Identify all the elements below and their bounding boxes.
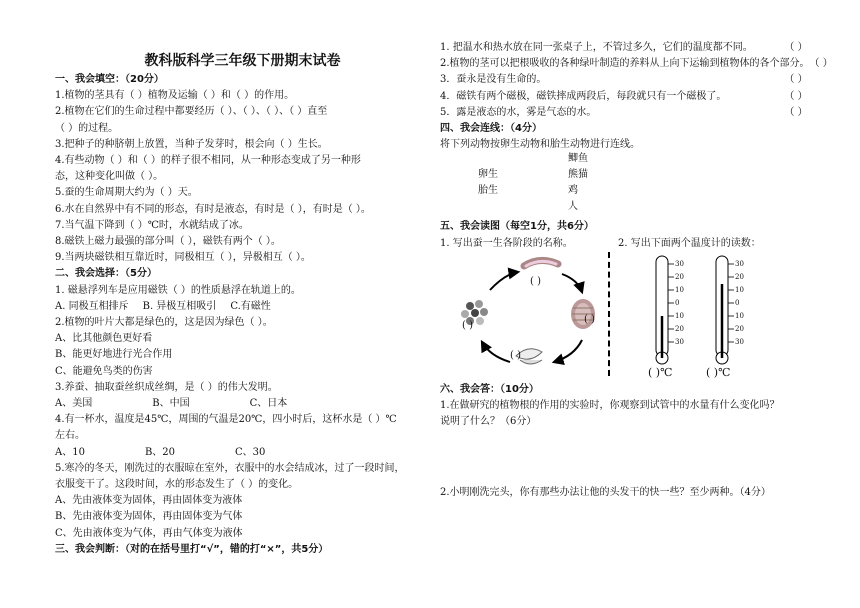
s1-line: 态，这种变化叫做（ ）。 [55, 171, 164, 183]
thermometer-scale [675, 258, 684, 349]
tick-label: 30 [675, 337, 684, 346]
option: A、比其他颜色更好看 [55, 333, 153, 345]
figure-divider [608, 252, 610, 376]
left-column [55, 0, 430, 558]
judge-question: 4．磁铁有两个磁极，磁铁摔成两段后，每段就只有一个磁极了。 [440, 90, 727, 102]
option: C、能避免鸟类的伤害 [55, 365, 153, 377]
degree-unit: ℃ [660, 365, 673, 379]
thermometer-right [714, 254, 754, 366]
section6-heading: 六、我会答：（10分） [440, 383, 539, 395]
thermometer-left [654, 254, 694, 366]
page-title: 教科版科学三年级下册期末试卷 [144, 53, 341, 69]
s6-question: 1.在做研究的植物根的作用的实验时，你观察到试管中的水量有什么变化吗？ [440, 400, 780, 412]
s1-line: 6.水在自然界中有不同的形态，有时是液态，有时是（ ），有时是（ ）。 [55, 203, 371, 215]
tick-label: 20 [675, 272, 684, 281]
section4-heading: 四、我会连线：（4分） [440, 123, 542, 135]
option: A、美国 [55, 398, 93, 410]
tick-label: 10 [735, 311, 744, 320]
tick-label: 20 [735, 324, 744, 333]
section2-heading: 二、我会选择：（5分） [55, 268, 157, 280]
s6-question: 2.小明刚洗完头，你有那些办法让他的头发干的快一些？至少两种。（4分） [440, 487, 771, 499]
s1-line: 8.磁铁上磁力最强的部分叫（ ），磁铁有两个（ ）。 [55, 236, 281, 248]
option: B、先由液体变为固体，再由固体变为气体 [55, 511, 243, 523]
therm-blank: ( ) [706, 365, 719, 379]
judge-blank: （ ） [784, 74, 808, 86]
tick-label: 30 [735, 259, 744, 268]
tick-label: 20 [735, 272, 744, 281]
tick-label: 0 [735, 298, 740, 307]
tick-label: 10 [675, 311, 684, 320]
option: C、30 [235, 446, 266, 458]
judge-item [440, 56, 833, 72]
cycle-arrow [554, 340, 582, 362]
judge-question: 1. 把温水和热水放在同一张桌子上，不管过多久，它们的温度都不同。 [440, 42, 753, 53]
judge-question: 2.植物的茎可以把根吸收的各种绿叶制造的养料从上向下运输到植物体的各个部分。 [440, 58, 810, 70]
s2-question-cont: 左右。 [55, 430, 85, 442]
s2-question: 3.养蚕、抽取蚕丝织成丝绸，是（ ）的伟大发明。 [55, 381, 278, 393]
figure-area [440, 252, 820, 382]
degree-unit: ℃ [718, 365, 731, 379]
judge-item [440, 72, 820, 88]
tick-label: 10 [675, 285, 684, 294]
option: C、先由液体变为气体，再由气体变为液体 [55, 527, 243, 539]
judge-blank: （ ） [784, 106, 808, 118]
s5-question: 1. 写出蚕一生各阶段的名称。 [440, 237, 573, 249]
s1-line: （ ）的过程。 [55, 122, 119, 134]
s6-question-cont: 说明了什么？（6分） [440, 416, 537, 428]
judge-blank: （ ） [784, 90, 808, 102]
s1-line: 7.当气温下降到（ ）℃时，水就结成了冰。 [55, 219, 249, 231]
cycle-arrow [482, 342, 510, 362]
s2-question: 5.寒冷的冬天，刚洗过的衣服晾在室外，衣服中的水会结成冰，过了一段时间， [55, 462, 405, 474]
s1-line: 1.植物的茎具有（ ）植物及运输（ ）和（ ）的作用。 [55, 90, 295, 102]
s1-line: 2.植物在它们的生命过程中都要经历（ ）、（ ）、（ ）、（ ）直至 [55, 106, 328, 118]
option: C、日本 [249, 398, 288, 410]
section1-heading: 一、我会填空：（20分） [55, 74, 164, 85]
judge-blank: （ ） [809, 58, 833, 70]
judge-item [440, 105, 820, 121]
judge-item [440, 89, 820, 105]
s2-options [55, 299, 430, 315]
s1-line: 5.蚕的生命周期大约为（ ）天。 [55, 187, 198, 199]
stage-blank-moth: ( ) [510, 349, 521, 361]
therm-answer-right [706, 365, 730, 381]
tick-label: 30 [675, 259, 684, 268]
stage-blank-eggs: ( ) [462, 319, 473, 331]
option: A、10 [55, 446, 85, 458]
s2-question: 2.植物的叶片大都是绿色的，这是因为绿色（ ）。 [55, 317, 273, 329]
s2-question-cont: 衣服变干了。这段时间，水的形态发生了（ ）的变化。 [55, 479, 299, 491]
match-left-item: 胎生 [478, 185, 498, 197]
option: A、先由液体变为固体，再由固体变为液体 [55, 495, 243, 507]
right-column [440, 40, 833, 502]
judge-blank: （ ） [784, 42, 808, 53]
option: A. 同极互相排斥 [55, 300, 129, 312]
cycle-arrow [490, 272, 518, 290]
stage-blank-cocoon: ( ) [584, 313, 595, 325]
thermometer-scale [735, 258, 744, 349]
s5-question: 2. 写出下面两个温度计的读数： [618, 237, 761, 249]
tick-label: 0 [675, 298, 680, 307]
answer-space [440, 430, 820, 485]
tick-label: 20 [675, 324, 684, 333]
stage-blank-larva: ( ) [530, 275, 541, 287]
s4-instruction: 将下列动物按卵生动物和胎生动物进行连线。 [440, 139, 640, 151]
judge-item [440, 40, 820, 56]
s1-line: 4.有些动物（ ）和（ ）的样子很不相同，从一种形态变成了另一种形 [55, 155, 361, 167]
s2-question: 4.有一杯水，温度是45℃，周围的气温是20℃，四小时后，这杯水是（ ）℃ [55, 414, 397, 426]
larva-icon [524, 260, 558, 266]
s5-questions [440, 236, 820, 252]
match-right-item: 鸡 [568, 185, 578, 197]
matching-area [440, 153, 820, 219]
match-right-item: 熊猫 [568, 169, 588, 181]
therm-answer-left [648, 365, 672, 381]
option: B、能更好地进行光合作用 [55, 349, 173, 361]
judge-question: 3．蚕永是没有生命的。 [440, 74, 547, 86]
tick-label: 30 [735, 337, 744, 346]
option: B、中国 [152, 398, 190, 410]
option: C.有磁性 [230, 300, 271, 312]
s2-options [55, 445, 430, 461]
option: B. 异极互相吸引 [142, 300, 217, 312]
s2-question: 1. 磁悬浮列车是应用磁铁（ ）的性质悬浮在轨道上的。 [55, 284, 301, 296]
therm-blank: ( ) [648, 365, 661, 379]
cycle-arrow [562, 274, 582, 292]
section5-heading: 五、我会读图（每空1分，共6分） [440, 221, 594, 233]
s2-options [55, 396, 430, 412]
s1-line: 9.当两块磁铁相互靠近时，同极相互（ ），异极相互（ ）。 [55, 252, 311, 264]
option: B、20 [144, 446, 176, 458]
match-right-item: 鲫鱼 [568, 153, 588, 165]
tick-label: 10 [735, 285, 744, 294]
section3-heading: 三、我会判断：（对的在括号里打“√”，错的打“×”，共5分） [55, 543, 329, 555]
match-left-item: 卵生 [478, 169, 498, 181]
match-right-item: 人 [568, 201, 578, 213]
s1-line: 3.把种子的种脐朝上放置，当种子发芽时，根会向（ ）生长。 [55, 138, 328, 150]
judge-question: 5．露是液态的水，雾是气态的水。 [440, 106, 597, 118]
